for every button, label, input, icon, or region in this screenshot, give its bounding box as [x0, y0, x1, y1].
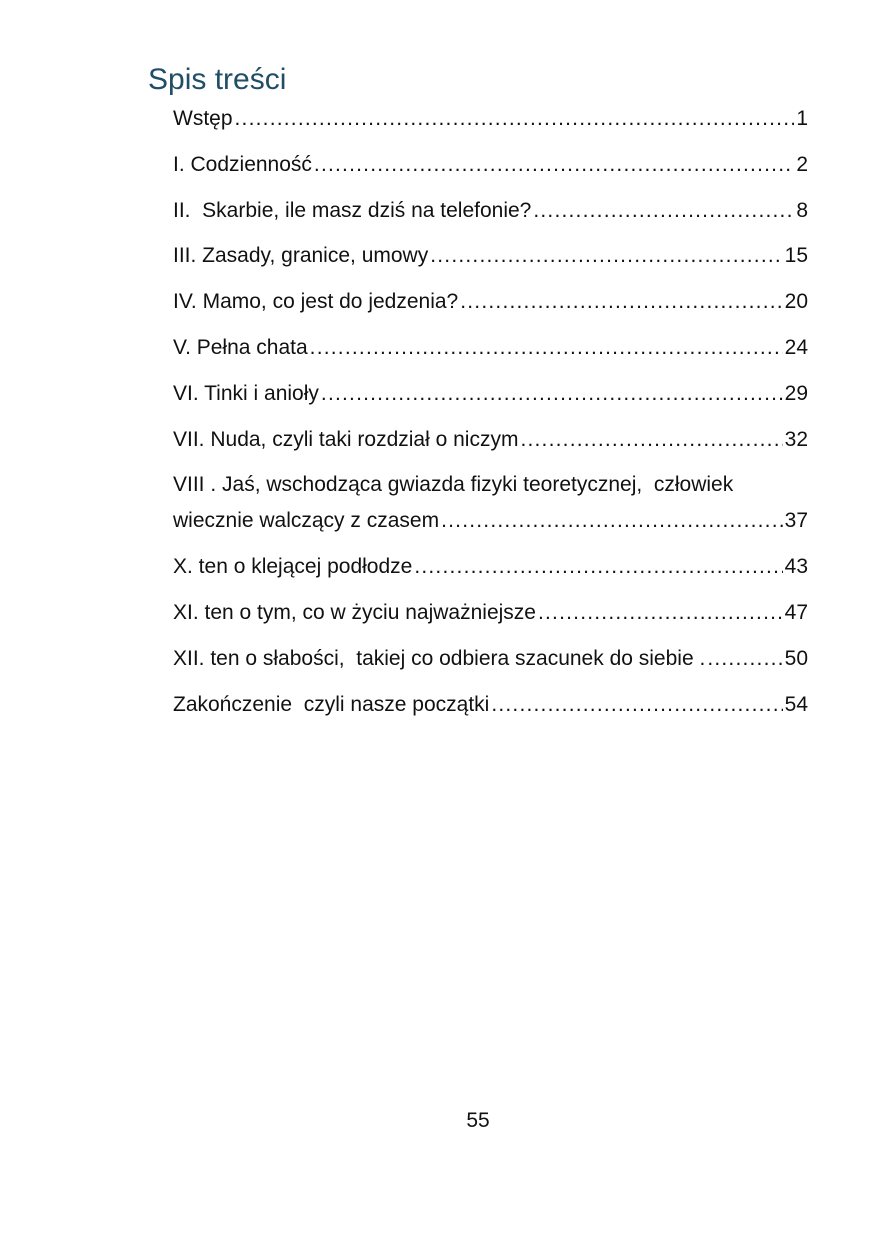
toc-entry-line — [173, 595, 808, 631]
toc-entry-label: XI. ten o tym, co w życiu najważniejsze — [173, 600, 536, 624]
toc-entry-chapter-1[interactable] — [173, 147, 808, 183]
toc-entry-chapter-12[interactable] — [173, 641, 808, 677]
toc-entry-label: wiecznie walczący z czasem — [173, 509, 440, 533]
toc-entry-line — [173, 330, 808, 366]
toc-dot-leader — [538, 595, 783, 631]
toc-entry-ending[interactable] — [173, 687, 808, 723]
toc-entry-label-first-line: VIII . Jaś, wschodząca gwiazda fizyki teoretycznej, człowiek — [173, 473, 734, 497]
table-of-contents — [173, 101, 808, 732]
toc-entry-line — [173, 238, 808, 274]
toc-entry-line — [173, 284, 808, 320]
toc-dot-leader — [235, 101, 795, 137]
toc-dot-leader — [520, 422, 782, 458]
toc-entry-page: 20 — [784, 290, 808, 314]
toc-entry-label: II. Skarbie, ile masz dziś na telefonie? — [173, 198, 532, 222]
toc-dot-leader — [707, 641, 782, 677]
toc-entry-label: VI. Tinki i anioły — [173, 381, 319, 405]
toc-entry-chapter-5[interactable] — [173, 330, 808, 366]
toc-entry-page: 15 — [784, 244, 808, 268]
toc-entry-page: 32 — [784, 427, 808, 451]
toc-entry-chapter-2[interactable] — [173, 193, 808, 229]
toc-entry-page: 2 — [796, 152, 808, 176]
toc-entry-chapter-6[interactable] — [173, 376, 808, 412]
toc-entry-line — [173, 193, 808, 229]
toc-entry-page: 24 — [784, 335, 808, 359]
toc-entry-label: IV. Mamo, co jest do jedzenia? — [173, 290, 459, 314]
toc-entry-line — [173, 376, 808, 412]
toc-entry-line — [173, 101, 808, 137]
toc-entry-page: 29 — [784, 381, 808, 405]
toc-entry-chapter-4[interactable] — [173, 284, 808, 320]
toc-entry-label: XII. ten o słabości, takiej co odbiera szacunek do siebie . — [173, 646, 706, 670]
toc-entry-line — [173, 687, 808, 723]
toc-entry-chapter-3[interactable] — [173, 238, 808, 274]
toc-entry-line — [173, 422, 808, 458]
toc-dot-leader — [533, 193, 794, 229]
toc-dot-leader — [430, 238, 782, 274]
toc-entry-page: 54 — [784, 692, 808, 716]
toc-dot-leader — [491, 687, 782, 723]
toc-entry-intro[interactable] — [173, 101, 808, 137]
toc-dot-leader — [414, 549, 782, 585]
toc-entry-chapter-10[interactable] — [173, 549, 808, 585]
toc-title: Spis treści — [148, 63, 287, 96]
page-number: 55 — [466, 1109, 490, 1132]
toc-entry-chapter-8[interactable] — [173, 467, 808, 539]
toc-entry-label: III. Zasady, granice, umowy — [173, 244, 429, 268]
toc-dot-leader — [314, 147, 794, 183]
toc-entry-label: V. Pełna chata — [173, 335, 308, 359]
toc-entry-chapter-7[interactable] — [173, 422, 808, 458]
toc-dot-leader — [441, 503, 783, 539]
toc-entry-chapter-11[interactable] — [173, 595, 808, 631]
toc-entry-label: Zakończenie czyli nasze początki — [173, 692, 490, 716]
toc-entry-label: Wstęp — [173, 107, 233, 130]
toc-entry-line — [173, 147, 808, 183]
toc-entry-line — [173, 641, 808, 677]
toc-entry-line — [173, 503, 808, 539]
toc-dot-leader — [310, 330, 783, 366]
toc-dot-leader — [460, 284, 782, 320]
toc-entry-page: 1 — [796, 107, 808, 130]
toc-entry-page: 47 — [784, 600, 808, 624]
toc-entry-page: 50 — [784, 646, 808, 670]
toc-dot-leader — [321, 376, 783, 412]
toc-entry-page: 43 — [784, 555, 808, 579]
toc-entry-label: X. ten o klejącej podłodze — [173, 555, 413, 579]
toc-entry-label: I. Codzienność — [173, 152, 312, 176]
toc-entry-page: 37 — [784, 509, 808, 533]
toc-entry-page: 8 — [796, 198, 808, 222]
toc-entry-label: VII. Nuda, czyli taki rozdział o niczym — [173, 427, 519, 451]
toc-entry-line — [173, 549, 808, 585]
